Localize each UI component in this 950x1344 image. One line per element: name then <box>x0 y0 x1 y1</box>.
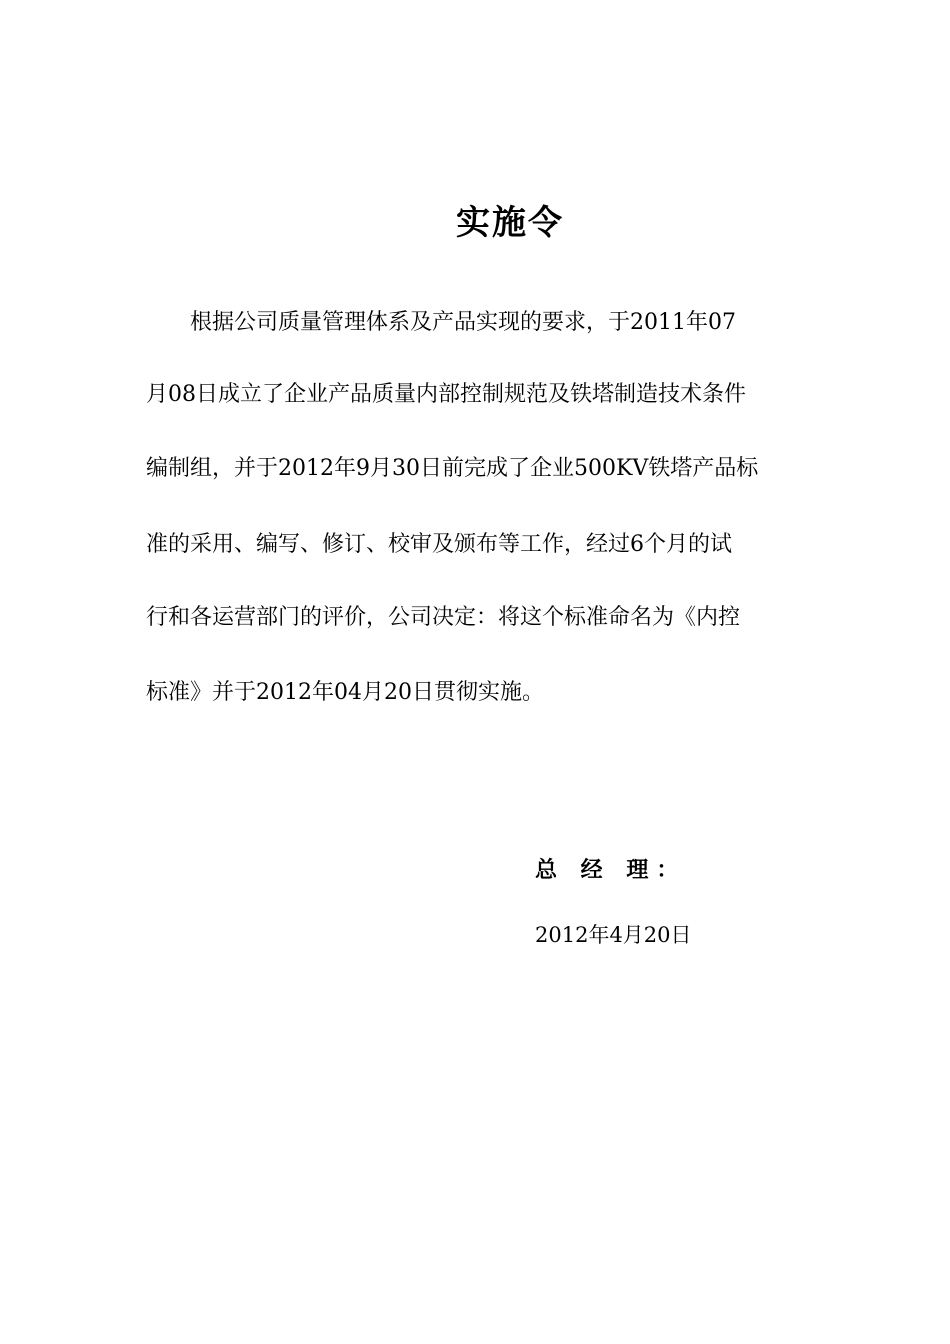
body-paragraph-line: 月08日成立了企业产品质量内部控制规范及铁塔制造技术条件 <box>146 382 746 407</box>
body-paragraph-line: 标准》并于2012年04月20日贯彻实施。 <box>146 680 544 705</box>
body-paragraph-line: 准的采用、编写、修订、校审及颁布等工作，经过6个月的试 <box>146 532 732 557</box>
document-title: 实施令 <box>456 203 564 243</box>
body-paragraph-line: 编制组，并于2012年9月30日前完成了企业500KV铁塔产品标 <box>146 456 759 481</box>
body-paragraph-line: 行和各运营部门的评价，公司决定：将这个标准命名为《内控 <box>146 605 741 630</box>
body-paragraph-line: 根据公司质量管理体系及产品实现的要求，于2011年07 <box>190 310 736 335</box>
signature-date: 2012年4月20日 <box>535 923 692 947</box>
signer-label: 总 经 理： <box>535 857 687 883</box>
